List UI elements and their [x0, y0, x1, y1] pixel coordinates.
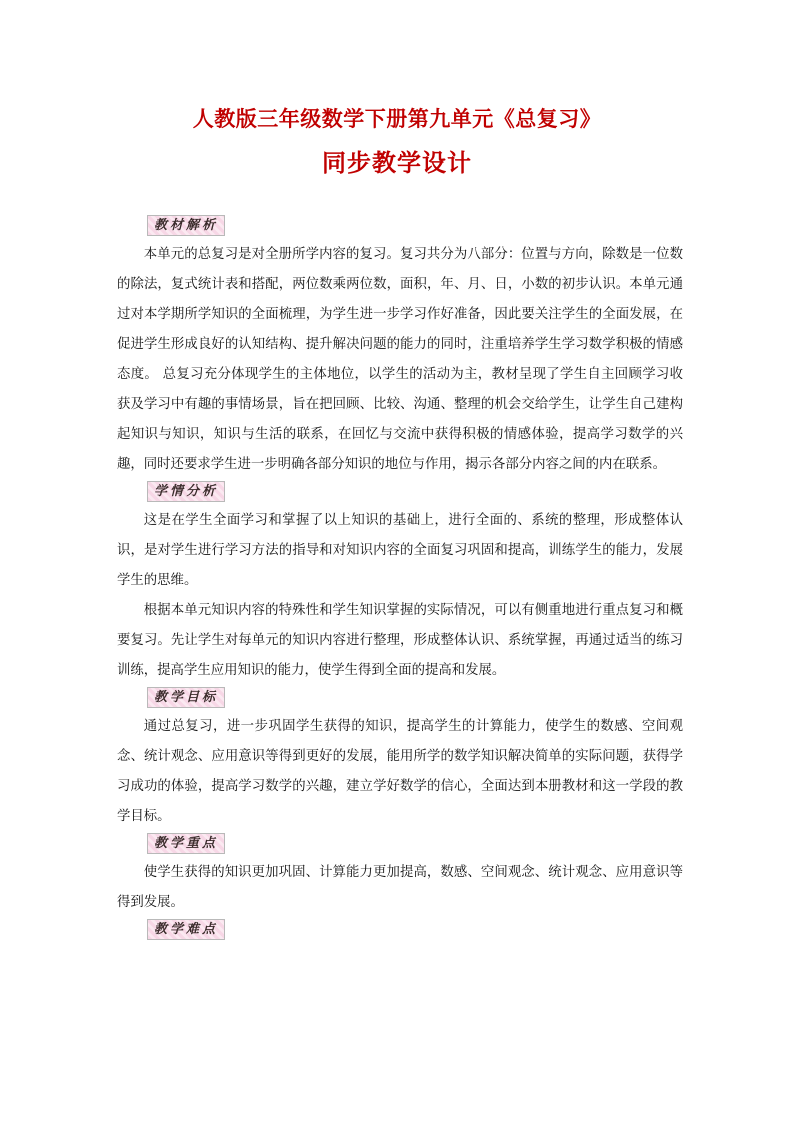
- section-tag: 教学重点: [147, 833, 225, 854]
- paragraph: 根据本单元知识内容的特殊性和学生知识掌握的实际情况，可以有侧重地进行重点复习和概要复习。先让学生对每单元的知识内容进行整理，形成整体认识、系统掌握，再通过适当的练习训练，提高学生应用知识的能力，使学生得到全面的提高和发展。: [117, 603, 683, 678]
- section-tag: 教学难点: [147, 919, 225, 940]
- section-student-analysis: [117, 480, 683, 686]
- section-teaching-goals: [117, 686, 683, 832]
- section-difficult-points: [117, 918, 683, 940]
- section-tag: 学情分析: [147, 481, 225, 502]
- section-key-points: [117, 832, 683, 918]
- section-tag: 教学目标: [147, 687, 225, 708]
- section-textbook-analysis: [117, 214, 683, 480]
- document-subtitle: 同步教学设计: [322, 148, 472, 177]
- section-tag: 教材解析: [147, 215, 225, 236]
- document-title: 人教版三年级数学下册第九单元《总复习》: [192, 106, 602, 131]
- paragraph: 通过总复习，进一步巩固学生获得的知识，提高学生的计算能力，使学生的数感、空间观念、统计观念、应用意识等得到更好的发展，能用所学的数学知识解决简单的实际问题，获得学习成功的体验，提高学习数学的兴趣，建立学好数学的信心，全面达到本册教材和这一学段的教学目标。: [117, 719, 683, 824]
- paragraph: 本单元的总复习是对全册所学内容的复习。复习共分为八部分：位置与方向，除数是一位数的除法，复式统计表和搭配，两位数乘两位数，面积，年、月、日，小数的初步认识。本单元通过对本学期所学知识的全面梳理，为学生进一步学习作好准备，因此要关注学生的全面发展，在促进学生形成良好的认知结构、提升解决问题的能力的同时，注重培养学生学习数学积极的情感态度。 总复习充分体现学生的主体地位，以学生的活动为主，教材呈现了学生自主回顾学习收获及学习中有趣的事情场景，旨在把回顾、比较、沟通、整理的机会交给学生，让学生自己建构起知识与知识，知识与生活的联系，在回忆与交流中获得积极的情感体验，提高学习数学的兴趣，同时还要求学生进一步明确各部分知识的地位与作用，揭示各部分内容之间的内在联系。: [117, 247, 683, 472]
- paragraph: 这是在学生全面学习和掌握了以上知识的基础上，进行全面的、系统的整理，形成整体认识，是对学生进行学习方法的指导和对知识内容的全面复习巩固和提高，训练学生的能力，发展学生的思维。: [117, 513, 683, 588]
- paragraph: 使学生获得的知识更加巩固、计算能力更加提高，数感、空间观念、统计观念、应用意识等得到发展。: [117, 865, 683, 910]
- document-body: [117, 214, 683, 940]
